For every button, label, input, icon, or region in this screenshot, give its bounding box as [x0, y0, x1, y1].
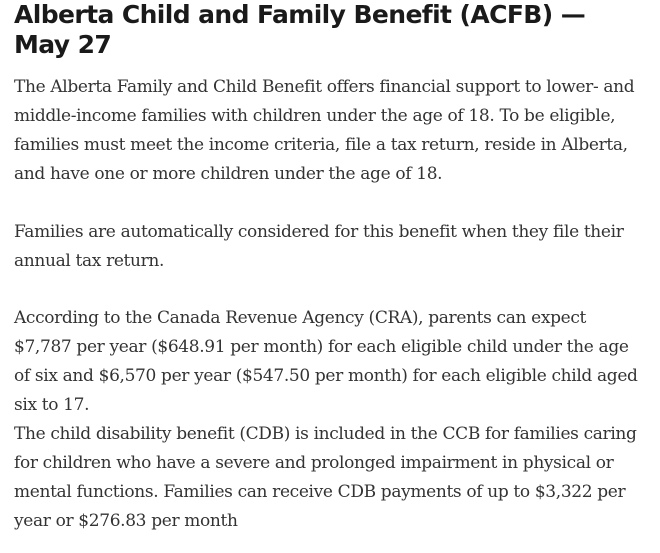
article-section — [14, 0, 654, 531]
disability-benefit-paragraph: The child disability benefit (CDB) is included in the CCB for families caring for children who have a severe and prolonged impairment in physical or mental functions. Families can receive CDB payments of up to $3,322 per year or $276.83 per month — [14, 424, 637, 531]
automatic-consideration-paragraph: Families are automatically considered for this benefit when they file their annual tax return. — [14, 222, 624, 271]
eligibility-paragraph: The Alberta Family and Child Benefit offers financial support to lower- and middle-income families with children under the age of 18. To be eligible, families must meet the income criteria, file a tax return, reside in Alberta, and have one or more children under the age of 18. — [14, 77, 635, 184]
payment-amounts-paragraph: According to the Canada Revenue Agency (CRA), parents can expect $7,787 per year ($648.91 per month) for each eligible child under the age of six and $6,570 per year ($547.50 per month) for each eligible child aged six to 17. — [14, 308, 638, 415]
article-heading: Alberta Child and Family Benefit (ACFB) — May 27 — [14, 0, 586, 59]
